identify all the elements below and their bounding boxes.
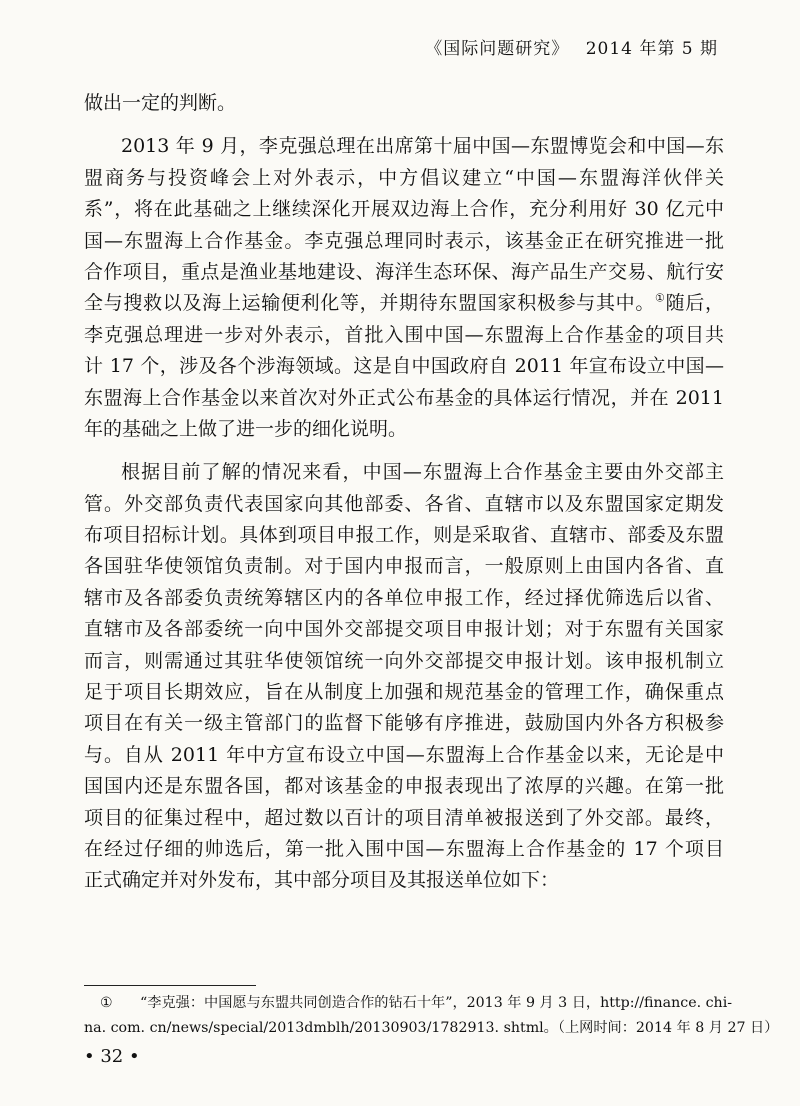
text-line: 盟商务与投资峰会上对外表示，中方倡议建立“中国—东盟海洋伙伴关: [84, 166, 724, 189]
text-line: 与。自从 2011 年中方宣布设立中国—东盟海上合作基金以来，无论是中: [84, 743, 724, 766]
text-line: 做出一定的判断。: [84, 92, 237, 114]
text-line: 布项目招标计划。具体到项目申报工作，则是采取省、直辖市、部委及东盟: [84, 524, 724, 547]
text-line: 而言，则需通过其驻华使领馆统一向外交部提交申报计划。该申报机制立: [84, 649, 724, 672]
text-line: 正式确定并对外发布，其中部分项目及其报送单位如下：: [84, 869, 560, 892]
text-line: 国国内还是东盟各国，都对该基金的申报表现出了浓厚的兴趣。在第一批: [84, 775, 724, 798]
footnote-divider: [84, 985, 256, 986]
text-line: 足于项目长期效应，旨在从制度上加强和规范基金的管理工作，确保重点: [84, 681, 724, 704]
footnote-number: ①: [100, 995, 113, 1011]
text-line: 辖市及各部委负责统筹辖区内的各单位申报工作，经过择优筛选后以省、: [84, 586, 724, 609]
text-segment: 全与搜救以及海上运输便利化等，并期待东盟国家积极参与其中。: [84, 292, 656, 315]
footnote-line[interactable]: na. com. cn/news/special/2013dmblh/20130903/1782913. shtml。（上网时间：2014 年 8 月 27 日）: [84, 1020, 779, 1036]
text-line: 2013 年 9 月，李克强总理在出席第十届中国—东盟博览会和中国—东: [121, 135, 724, 158]
text-line: 根据目前了解的情况来看，中国—东盟海上合作基金主要由外交部主: [121, 461, 724, 484]
running-header: [425, 34, 718, 59]
text-line: 各国驻华使领馆负责制。对于国内申报而言，一般原则上由国内各省、直: [84, 555, 724, 578]
text-line: 年的基础之上做了进一步的细化说明。: [84, 417, 408, 440]
page-number: • 32 •: [84, 1046, 140, 1067]
text-line: 国—东盟海上合作基金。李克强总理同时表示，该基金正在研究推进一批: [84, 229, 724, 252]
text-line: 东盟海上合作基金以来首次对外正式公布基金的具体运行情况，并在 2011: [84, 386, 724, 409]
body-text: [84, 88, 724, 897]
text-line: 合作项目，重点是渔业基地建设、海洋生态环保、海产品生产交易、航行安: [84, 260, 724, 283]
text-segment: 随后，: [665, 292, 724, 315]
text-line: 项目在有关一级主管部门的监督下能够有序推进，鼓励国内外各方积极参: [84, 712, 724, 735]
journal-title: 《国际问题研究》: [425, 39, 570, 59]
text-line: 李克强总理进一步对外表示，首批入围中国—东盟海上合作基金的项目共: [84, 323, 724, 346]
text-line: 直辖市及各部委统一向中国外交部提交项目申报计划；对于东盟有关国家: [84, 618, 724, 641]
issue-label: 2014 年第 5 期: [585, 39, 718, 59]
footnote: [84, 991, 779, 1041]
footnote-line: [84, 991, 733, 1016]
text-line: 计 17 个，涉及各个涉海领域。这是自中国政府自 2011 年宣布设立中国—: [84, 355, 724, 378]
text-line-with-footnote: [84, 288, 724, 319]
footnote-text[interactable]: “李克强：中国愿与东盟共同创造合作的钻石十年”，2013 年 9 月 3 日，http://finance. chi-: [140, 995, 733, 1011]
text-line: 在经过仔细的帅选后，第一批入围中国—东盟海上合作基金的 17 个项目: [84, 837, 724, 860]
text-line: 系”，将在此基础之上继续深化开展双边海上合作，充分利用好 30 亿元中: [84, 198, 724, 221]
text-line: 项目的征集过程中，超过数以百计的项目清单被报送到了外交部。最终，: [84, 806, 724, 829]
footnote-marker[interactable]: ①: [655, 292, 666, 306]
text-line: 管。外交部负责代表国家向其他部委、各省、直辖市以及东盟国家定期发: [84, 492, 724, 515]
